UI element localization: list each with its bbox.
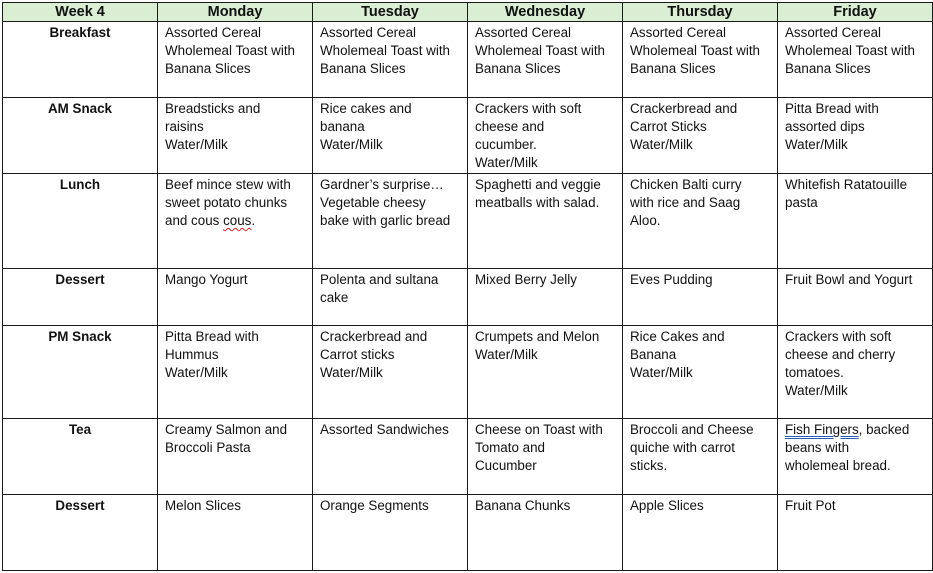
menu-cell [778,98,933,174]
menu-line: Breadsticks and [165,101,261,116]
menu-cell [778,22,933,98]
menu-cell [623,174,778,269]
menu-line: with rice and Saag [630,195,741,210]
menu-line: Assorted Cereal [785,25,882,40]
day-header-monday: Monday [158,3,313,22]
menu-cell [313,174,468,269]
menu-cell [623,419,778,495]
menu-line: pasta [785,195,818,210]
menu-line: Crackers with soft [785,329,892,344]
meal-label: Lunch [3,174,158,269]
menu-cell [468,495,623,571]
menu-line: banana [320,119,365,134]
menu-line: Water/Milk [320,137,383,152]
menu-line: Banana Chunks [475,498,571,513]
menu-line: Wholemeal Toast with [165,43,295,58]
menu-line: Water/Milk [630,365,693,380]
menu-cell [468,22,623,98]
menu-line: Crackerbread and [320,329,428,344]
menu-cell [158,98,313,174]
menu-cell [778,174,933,269]
menu-cell [468,98,623,174]
menu-cell [158,174,313,269]
menu-line: Banana Slices [785,61,871,76]
meal-row-pm-snack [3,326,933,419]
menu-line: Banana Slices [630,61,716,76]
menu-line: meatballs with salad. [475,195,600,210]
menu-cell [158,326,313,419]
menu-text: , backed [858,422,910,437]
menu-line: Water/Milk [165,137,228,152]
meal-label: Breakfast [3,22,158,98]
meal-row-am-snack [3,98,933,174]
weekly-menu-table [2,2,933,571]
menu-text: . [251,213,256,228]
menu-line: cake [320,290,349,305]
menu-line: assorted dips [785,119,865,134]
menu-cell [313,98,468,174]
menu-line: Rice Cakes and [630,329,725,344]
menu-cell [468,326,623,419]
menu-line: Whitefish Ratatouille [785,177,908,192]
menu-cell [313,419,468,495]
meal-label: AM Snack [3,98,158,174]
spelling-flag: cous [223,213,252,228]
menu-line: Carrot Sticks [630,119,707,134]
menu-line: Crackers with soft [475,101,582,116]
menu-cell [158,495,313,571]
menu-cell [313,495,468,571]
menu-cell [623,98,778,174]
menu-line: Pitta Bread with [165,329,259,344]
menu-line: Banana Slices [165,61,251,76]
meal-label: Dessert [3,495,158,571]
menu-line: Water/Milk [475,347,538,362]
menu-cell [468,269,623,326]
menu-line: Assorted Cereal [475,25,572,40]
meal-row-lunch [3,174,933,269]
menu-line: Broccoli and Cheese [630,422,754,437]
menu-line: Wholemeal Toast with [630,43,760,58]
menu-line: Carrot sticks [320,347,395,362]
menu-line [165,212,306,230]
menu-line: sticks. [630,458,668,473]
menu-cell [623,22,778,98]
menu-line: tomatoes. [785,365,844,380]
menu-cell [158,22,313,98]
menu-line: Cucumber [475,458,537,473]
menu-cell [623,326,778,419]
meal-row-breakfast [3,22,933,98]
menu-cell [623,495,778,571]
menu-line: Assorted Cereal [165,25,262,40]
menu-line: Banana Slices [475,61,561,76]
menu-cell [778,495,933,571]
menu-line: Polenta and sultana [320,272,439,287]
day-header-thursday: Thursday [623,3,778,22]
menu-line: beans with [785,440,850,455]
menu-cell [778,326,933,419]
menu-line: Creamy Salmon and [165,422,288,437]
menu-cell [778,269,933,326]
menu-cell [623,269,778,326]
grammar-flag: Fish Fingers [785,422,859,437]
menu-line [785,421,926,439]
menu-line: sweet potato chunks [165,195,288,210]
menu-line: Water/Milk [320,365,383,380]
menu-line: cheese and cherry [785,347,896,362]
menu-text: and cous [165,213,224,228]
menu-line: Beef mince stew with [165,177,291,192]
menu-line: wholemeal bread. [785,458,891,473]
menu-line: Tomato and [475,440,545,455]
menu-line: Vegetable cheesy [320,195,426,210]
menu-line: Water/Milk [475,155,538,170]
menu-cell [468,174,623,269]
week-header: Week 4 [3,3,158,22]
menu-line: Wholemeal Toast with [320,43,450,58]
menu-line: Gardner’s surprise… [320,177,444,192]
menu-line: Orange Segments [320,498,429,513]
menu-line: Water/Milk [630,137,693,152]
menu-line: Aloo. [630,213,661,228]
day-header-friday: Friday [778,3,933,22]
menu-line: Water/Milk [165,365,228,380]
menu-line: Banana Slices [320,61,406,76]
menu-line: Wholemeal Toast with [475,43,605,58]
menu-line: Water/Milk [785,383,848,398]
menu-cell [158,419,313,495]
menu-line: Pitta Bread with [785,101,879,116]
menu-line: Assorted Cereal [630,25,727,40]
menu-line: Crumpets and Melon [475,329,600,344]
menu-line: Wholemeal Toast with [785,43,915,58]
menu-line: Rice cakes and [320,101,412,116]
meal-label: PM Snack [3,326,158,419]
menu-line: Mango Yogurt [165,272,248,287]
menu-cell [778,419,933,495]
meal-row-dessert-2 [3,495,933,571]
day-header-tuesday: Tuesday [313,3,468,22]
meal-row-tea [3,419,933,495]
menu-line: Hummus [165,347,219,362]
menu-line: Banana [630,347,677,362]
menu-line: raisins [165,119,204,134]
meal-label: Tea [3,419,158,495]
menu-line: quiche with carrot [630,440,735,455]
meal-row-dessert [3,269,933,326]
header-row [3,3,933,22]
menu-cell [313,326,468,419]
menu-line: Cheese on Toast with [475,422,603,437]
menu-line: Eves Pudding [630,272,713,287]
menu-cell [313,22,468,98]
menu-line: Chicken Balti curry [630,177,742,192]
menu-line: Apple Slices [630,498,704,513]
meal-label: Dessert [3,269,158,326]
menu-line: Fruit Bowl and Yogurt [785,272,913,287]
menu-line: Broccoli Pasta [165,440,251,455]
menu-line: Mixed Berry Jelly [475,272,577,287]
menu-line: Assorted Cereal [320,25,417,40]
menu-line: bake with garlic bread [320,213,451,228]
menu-line: cheese and [475,119,545,134]
day-header-wednesday: Wednesday [468,3,623,22]
menu-line: Crackerbread and [630,101,738,116]
menu-line: cucumber. [475,137,537,152]
menu-line: Melon Slices [165,498,241,513]
menu-line: Spaghetti and veggie [475,177,601,192]
menu-cell [158,269,313,326]
menu-cell [313,269,468,326]
menu-cell [468,419,623,495]
menu-line: Water/Milk [785,137,848,152]
menu-line: Assorted Sandwiches [320,422,449,437]
menu-line: Fruit Pot [785,498,836,513]
